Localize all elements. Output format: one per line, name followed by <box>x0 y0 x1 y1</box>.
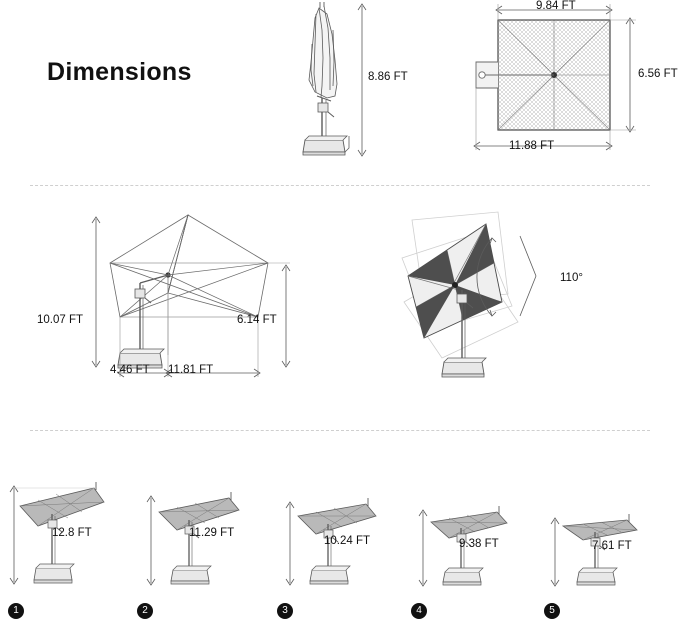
top-view-width-label: 9.84 FT <box>536 0 576 12</box>
open-umbrella-figure <box>90 205 310 380</box>
step-5-figure <box>545 502 665 607</box>
divider-1 <box>30 185 650 186</box>
step-5-label: 7.61 FT <box>592 540 632 552</box>
divider-2 <box>30 430 650 431</box>
step-2-label: 11.29 FT <box>189 527 235 539</box>
page-title: Dimensions <box>47 58 192 86</box>
step-1-badge: 1 <box>8 603 24 619</box>
closed-umbrella-height-label: 8.86 FT <box>368 71 408 83</box>
step-4-badge: 4 <box>411 603 427 619</box>
canopy-top-view-figure <box>470 0 645 160</box>
base-offset-label: 4.46 FT <box>110 364 150 376</box>
step-4-label: 9.38 FT <box>459 538 499 550</box>
open-umbrella-right-height-label: 6.14 FT <box>237 314 277 326</box>
top-view-depth-label: 6.56 FT <box>638 68 678 80</box>
step-3-label: 10.24 FT <box>324 535 371 547</box>
tilt-rotation-figure <box>390 198 570 388</box>
canopy-span-label: 11.81 FT <box>168 364 214 376</box>
top-view-total-width-label: 11.88 FT <box>509 140 555 152</box>
step-1-label: 12.8 FT <box>52 527 92 539</box>
step-5-badge: 5 <box>544 603 560 619</box>
tilt-angle-label: 110° <box>560 272 583 284</box>
open-umbrella-left-height-label: 10.07 FT <box>37 314 84 326</box>
step-3-badge: 3 <box>277 603 293 619</box>
step-2-badge: 2 <box>137 603 153 619</box>
